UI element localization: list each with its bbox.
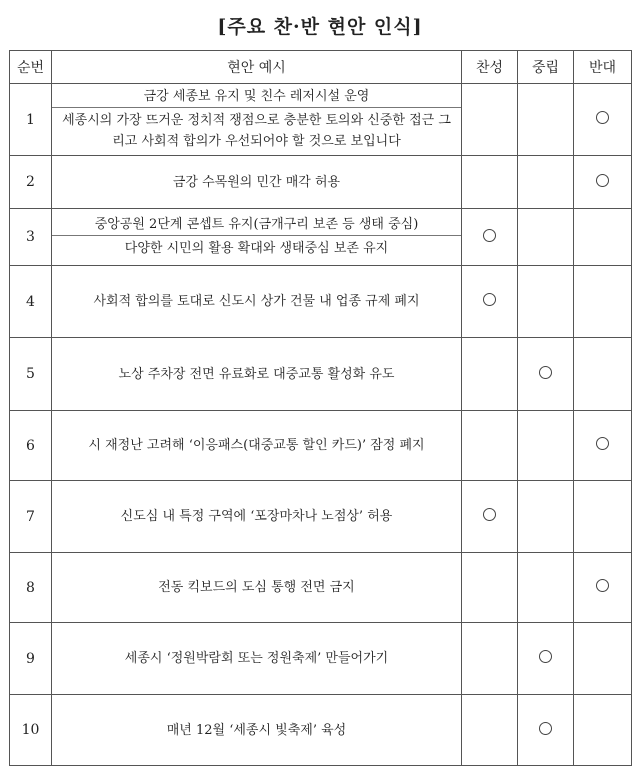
neutral-cell: [518, 156, 574, 209]
issue-text: 시 재정난 고려해 ‘이응패스(대중교통 할인 카드)’ 잠정 폐지: [88, 438, 425, 453]
neutral-cell: [518, 695, 574, 766]
table-row: [10, 84, 632, 156]
issue-cell: [52, 84, 462, 156]
issue-note: 다양한 시민의 활용 확대와 생태중심 보존 유지: [52, 235, 461, 261]
neutral-cell: [518, 481, 574, 553]
row-number: 6: [10, 411, 52, 481]
oppose-cell: [574, 266, 632, 338]
oppose-cell: [574, 481, 632, 553]
issue-cell: [52, 695, 462, 766]
row-number: 5: [10, 338, 52, 411]
row-number: 10: [10, 695, 52, 766]
table-row: [10, 481, 632, 553]
oppose-cell: [574, 209, 632, 266]
circle-mark-icon: [596, 579, 609, 592]
row-number: 4: [10, 266, 52, 338]
issue-text: 금강 세종보 유지 및 친수 레저시설 운영: [143, 88, 370, 104]
issue-text: 금강 수목원의 민간 매각 허용: [172, 174, 341, 190]
neutral-cell: [518, 338, 574, 411]
agree-cell: [462, 338, 518, 411]
header-number: 순번: [10, 51, 52, 84]
row-number: 1: [10, 84, 52, 156]
circle-mark-icon: [483, 508, 496, 521]
oppose-cell: [574, 84, 632, 156]
row-number: 3: [10, 209, 52, 266]
table-row: [10, 553, 632, 623]
row-number: 2: [10, 156, 52, 209]
issue-cell: [52, 411, 462, 481]
agree-cell: [462, 695, 518, 766]
circle-mark-icon: [539, 366, 552, 379]
circle-mark-icon: [483, 293, 496, 306]
table-header-row: [10, 51, 632, 84]
agree-cell: [462, 481, 518, 553]
row-number: 7: [10, 481, 52, 553]
neutral-cell: [518, 411, 574, 481]
agree-cell: [462, 411, 518, 481]
issue-text: 전동 킥보드의 도심 통행 전면 금지: [158, 580, 355, 595]
circle-mark-icon: [539, 650, 552, 663]
neutral-cell: [518, 623, 574, 695]
agree-cell: [462, 266, 518, 338]
circle-mark-icon: [596, 174, 609, 187]
issue-note: 세종시의 가장 뜨거운 정치적 쟁점으로 충분한 토의와 신중한 접근 그리고 사회적 합의가 우선되어야 할 것으로 보입니다: [52, 107, 461, 154]
issue-text: 신도심 내 특정 구역에 ‘포장마차나 노점상’ 허용: [120, 509, 393, 524]
issue-cell: [52, 481, 462, 553]
issue-text: 매년 12월 ‘세종시 빛축제’ 육성: [166, 722, 347, 738]
agree-cell: [462, 623, 518, 695]
issue-text: 사회적 합의를 토대로 신도시 상가 건물 내 업종 규제 폐지: [93, 294, 420, 309]
page-title: [주요 찬·반 현안 인식]: [217, 16, 423, 38]
neutral-cell: [518, 84, 574, 156]
issue-cell: [52, 209, 462, 266]
table-row: [10, 695, 632, 766]
oppose-cell: [574, 338, 632, 411]
issue-cell: [52, 266, 462, 338]
header-issue: 현안 예시: [52, 51, 462, 84]
issue-cell: [52, 338, 462, 411]
table-row: [10, 266, 632, 338]
neutral-cell: [518, 266, 574, 338]
row-number: 9: [10, 623, 52, 695]
circle-mark-icon: [596, 111, 609, 124]
issue-table: [9, 50, 632, 766]
header-agree: 찬성: [462, 51, 518, 84]
oppose-cell: [574, 553, 632, 623]
issue-text: 중앙공원 2단계 콘셉트 유지(금개구리 보존 등 생태 중심): [94, 216, 419, 232]
agree-cell: [462, 553, 518, 623]
agree-cell: [462, 209, 518, 266]
agree-cell: [462, 84, 518, 156]
row-number: 8: [10, 553, 52, 623]
table-row: [10, 411, 632, 481]
circle-mark-icon: [596, 437, 609, 450]
neutral-cell: [518, 553, 574, 623]
table-row: [10, 209, 632, 266]
circle-mark-icon: [539, 722, 552, 735]
issue-text: 세종시 ‘정원박람회 또는 정원축제’ 만들어가기: [124, 651, 389, 666]
table-row: [10, 338, 632, 411]
issue-cell: [52, 553, 462, 623]
oppose-cell: [574, 695, 632, 766]
header-neutral: 중립: [518, 51, 574, 84]
oppose-cell: [574, 623, 632, 695]
issue-cell: [52, 623, 462, 695]
table-row: [10, 623, 632, 695]
table-body: [10, 84, 632, 766]
agree-cell: [462, 156, 518, 209]
neutral-cell: [518, 209, 574, 266]
issue-cell: [52, 156, 462, 209]
table-row: [10, 156, 632, 209]
issue-text: 노상 주차장 전면 유료화로 대중교통 활성화 유도: [118, 366, 395, 382]
oppose-cell: [574, 411, 632, 481]
oppose-cell: [574, 156, 632, 209]
circle-mark-icon: [483, 229, 496, 242]
header-oppose: 반대: [574, 51, 632, 84]
